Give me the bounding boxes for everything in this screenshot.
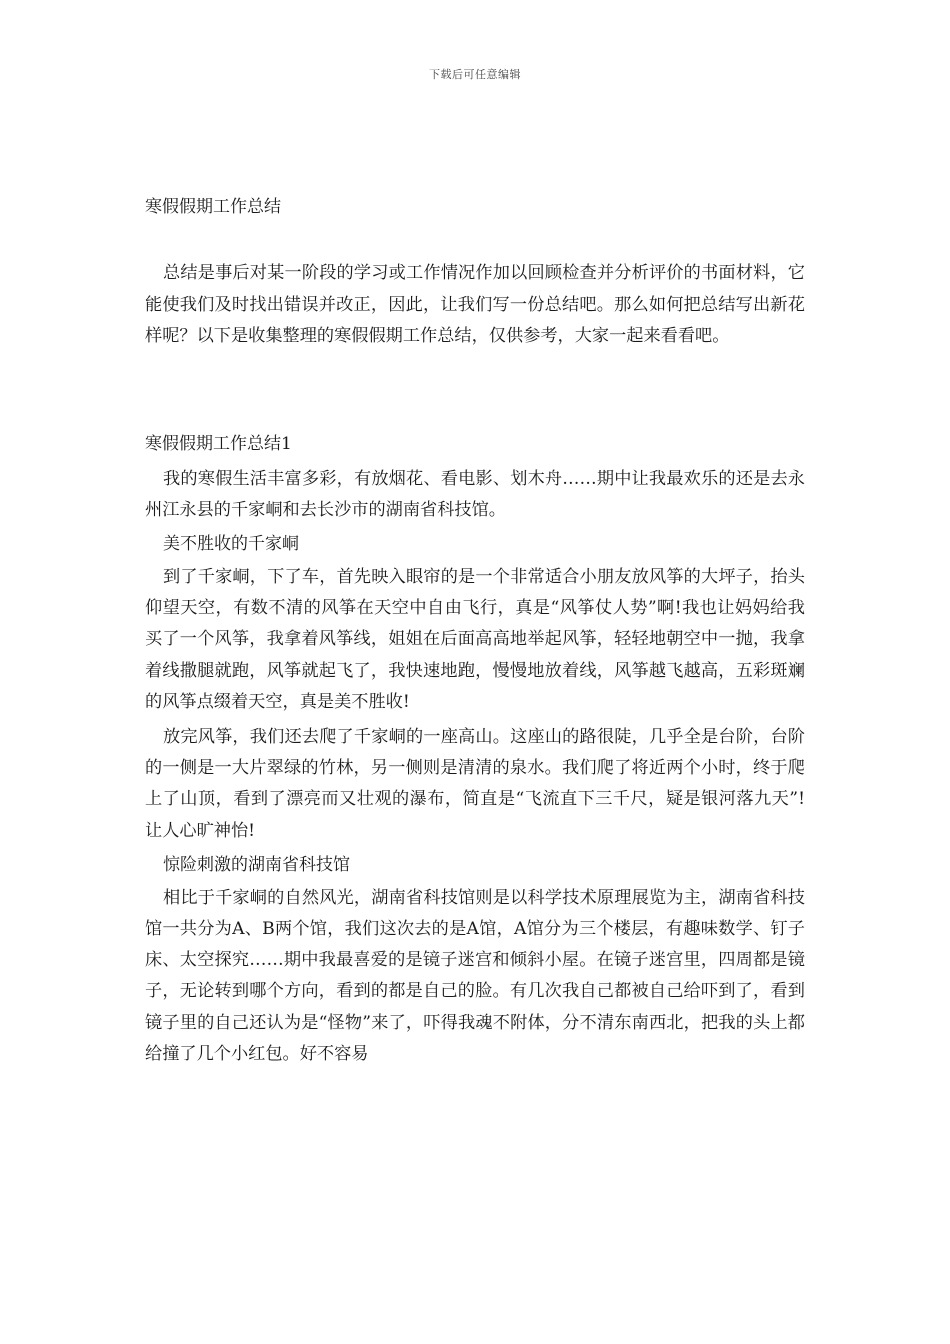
subheading-science-museum: 惊险刺激的湖南省科技馆 (163, 854, 350, 875)
paragraph-1: 我的寒假生活丰富多彩，有放烟花、看电影、划木舟……期中让我最欢乐的还是去永州江永县的千家峒和去长沙市的湖南省科技馆。 (145, 468, 805, 520)
paragraph-4: 相比于千家峒的自然风光，湖南省科技馆则是以科学技术原理展览为主，湖南省科技馆一共分为A、B两个馆，我们这次去的是A馆，A馆分为三个楼层，有趣味数学、钉子床、太空探究……期中我最喜爱的是镜子迷宫和倾斜小屋。在镜子迷宫里，四周都是镜子，无论转到哪个方向，看到的都是自己的脸。有几次我自己都被自己给吓到了，看到镜子里的自己还认为是“怪物”来了，吓得我魂不附体，分不清东南西北，把我的头上都给撞了几个小红包。好不容易 (145, 887, 805, 1064)
paragraph-3: 放完风筝，我们还去爬了千家峒的一座高山。这座山的路很陡，几乎全是台阶，台阶的一侧是一大片翠绿的竹林，另一侧则是清清的泉水。我们爬了将近两个小时，终于爬上了山顶，看到了漂亮而又壮观的瀑布，简直是“飞流直下三千尺，疑是银河落九天”!让人心旷神怡! (145, 726, 805, 841)
header-note: 下载后可任意编辑 (429, 68, 521, 81)
paragraph-2: 到了千家峒，下了车，首先映入眼帘的是一个非常适合小朋友放风筝的大坪子，抬头仰望天空，有数不清的风筝在天空中自由飞行，真是“风筝仗人势”啊!我也让妈妈给我买了一个风筝，我拿着风筝线，姐姐在后面高高地举起风筝，轻轻地朝空中一抛，我拿着线撒腿就跑，风筝就起飞了，我快速地跑，慢慢地放着线，风筝越飞越高，五彩斑斓的风筝点缀着天空，真是美不胜收! (145, 566, 805, 712)
subheading-qianjiadong: 美不胜收的千家峒 (163, 533, 299, 554)
intro-paragraph: 总结是事后对某一阶段的学习或工作情况作加以回顾检查并分析评价的书面材料，它能使我们及时找出错误并改正，因此，让我们写一份总结吧。那么如何把总结写出新花样呢？以下是收集整理的寒假假期工作总结，仅供参考，大家一起来看看吧。 (145, 263, 805, 346)
section-body (145, 464, 805, 1070)
document-body (145, 193, 805, 1070)
section-title: 寒假假期工作总结1 (145, 433, 292, 454)
document-title: 寒假假期工作总结 (145, 197, 281, 217)
